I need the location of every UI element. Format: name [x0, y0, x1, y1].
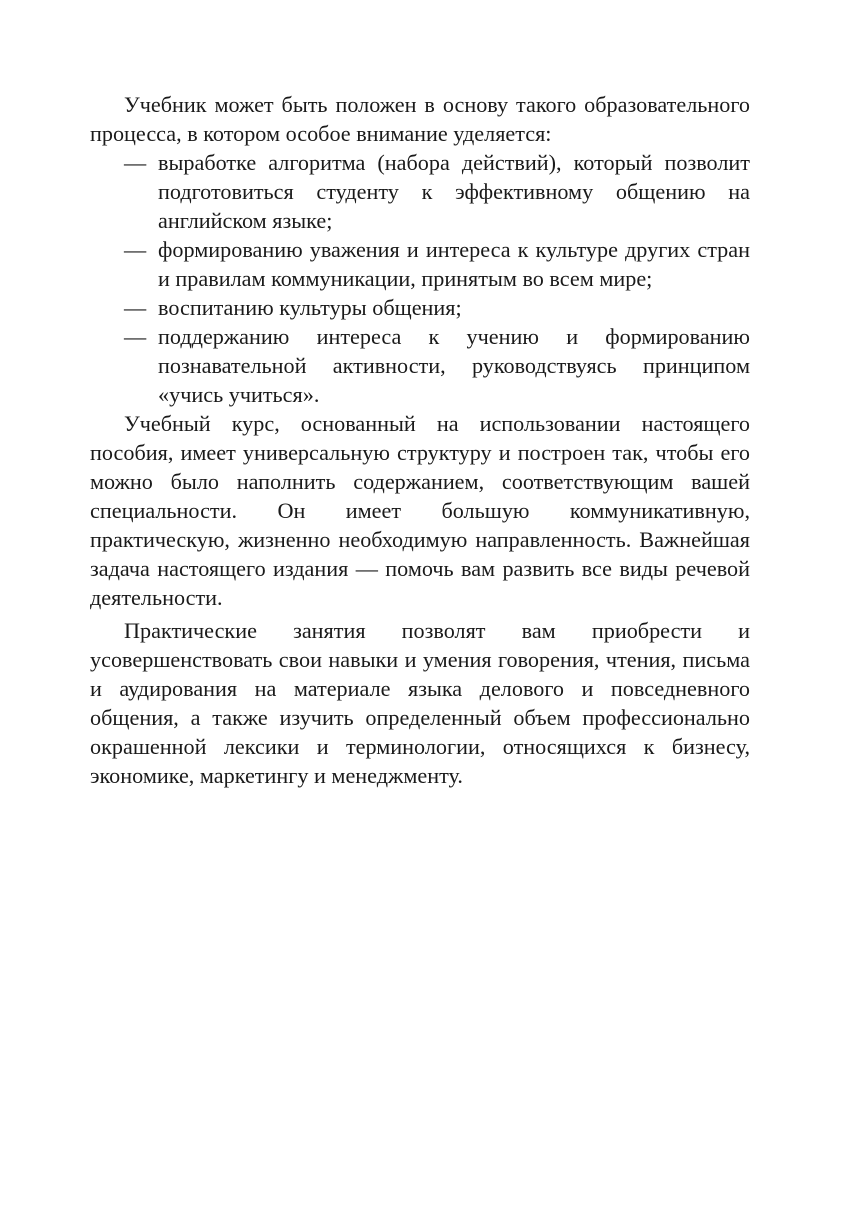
- list-item: [90, 322, 750, 409]
- document-page: [90, 90, 750, 790]
- intro-paragraph: Учебник может быть положен в основу такого образовательного процесса, в котором особое внимание уделяется:: [90, 92, 750, 146]
- list-item-text: поддержанию интереса к учению и формированию познавательной активности, руководствуясь принципом «учись учиться».: [158, 324, 750, 407]
- practice-paragraph: Практические занятия позволят вам приобрести и усовершенствовать свои навыки и умения говорения, чтения, письма и аудирования на материале языка делового и повседневного общения, а также изучить определенный объем профессионально окрашенной лексики и терминологии, относящихся к бизнесу, экономике, маркетингу и менеджменту.: [90, 618, 750, 788]
- dash-bullet: —: [124, 150, 147, 175]
- list-item-text: воспитанию культуры общения;: [158, 295, 462, 320]
- course-paragraph: Учебный курс, основанный на использовании настоящего пособия, имеет универсальную структуру и построен так, чтобы его можно было наполнить содержанием, соответствующим вашей специальности. Он имеет большую коммуникативную, практическую, жизненно необходимую направленность. Важнейшая задача настоящего издания — помочь вам развить все виды речевой деятельности.: [90, 411, 750, 610]
- list-item: [90, 148, 750, 235]
- list-item-text: формированию уважения и интереса к культуре других стран и правилам коммуникации, принятым во всем мире;: [158, 237, 750, 291]
- dash-bullet: —: [124, 324, 147, 349]
- goals-list: [90, 148, 750, 409]
- list-item: [90, 293, 750, 322]
- list-item-text: выработке алгоритма (набора действий), который позволит подготовиться студенту к эффективному общению на английском языке;: [158, 150, 750, 233]
- dash-bullet: —: [124, 295, 147, 320]
- list-item: [90, 235, 750, 293]
- dash-bullet: —: [124, 237, 147, 262]
